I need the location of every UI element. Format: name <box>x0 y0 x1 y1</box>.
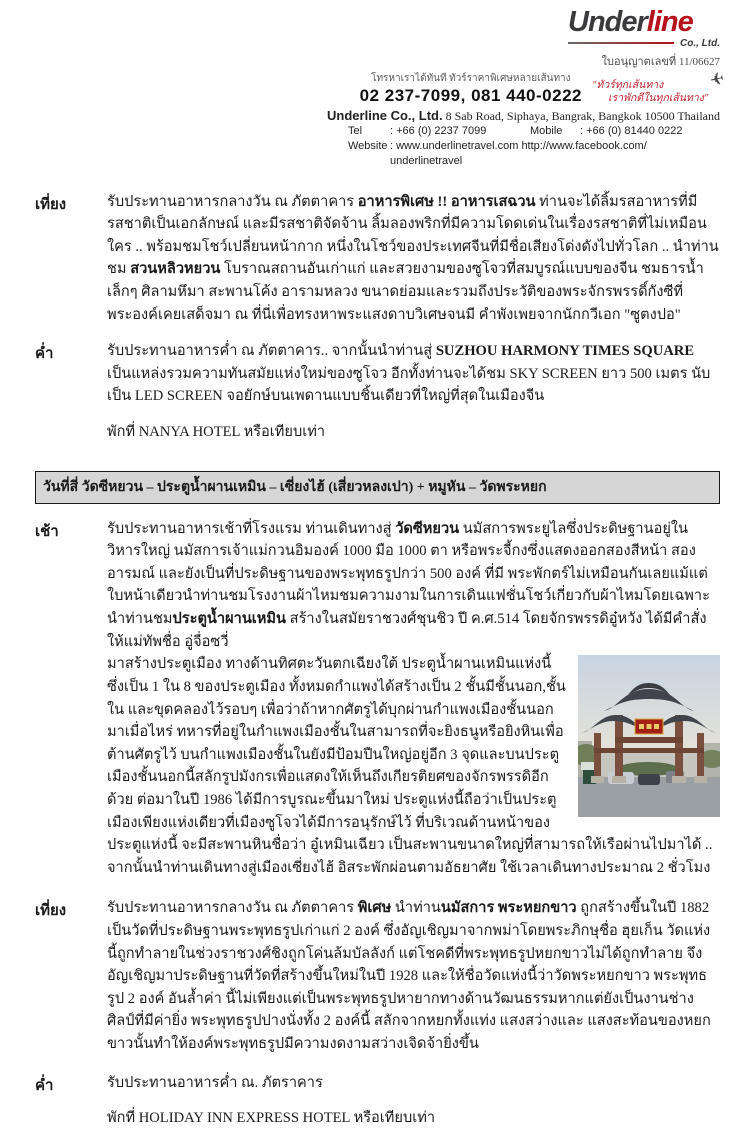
text-segment: เป็นแหล่งรวมความทันสมัยแห่งใหม่ของซูโจว อีกทั้งท่านจะได้ชม SKY SCREEN ยาว 500 เมตร นับเป็น LED SCREEN จอยักษ์บนเพดานแบบชิ้นเดียวที่ใหญ่ที่สุดในเมืองจีน <box>107 365 711 405</box>
letterhead <box>35 6 726 169</box>
text-segment: นมัสการพระยูไลซึ่งประดิษฐานอยู่ในวิหารใหญ่ นมัสการเจ้าแม่กวนอิมองค์ 1000 มือ 1000 ตา หรือพระจี้กงซึ่งแสดงออกสองสีหน้า สองอารมณ์ และยังเป็นที่ประดิษฐานของพระพุทธรูปกว่า 500 องค์ ที่มี พระพักตร์ไม่เหมือนกันเลยแม้แต่ใบหน้าเดียวนำท่านชมโรงงานผ้าไหมชมความงามในการเดินแฟชั่นโชว์เกี่ยวกับผ้าไหมโดยเฉพาะ นำท่านชม <box>107 520 710 628</box>
text-segment: รับประทานอาหารกลางวัน ณ ภัตตาคาร <box>107 193 358 210</box>
time-label: ค่ำ <box>35 346 54 363</box>
website-label: Website <box>348 139 388 152</box>
website-value: : www.underlinetravel.com http://www.facebook.com/ underlinetravel <box>390 139 647 167</box>
text-segment: สวนหลิวหยวน <box>130 261 221 278</box>
promo-row <box>359 68 726 106</box>
logo-rule-row <box>568 38 720 49</box>
row-text <box>107 191 720 327</box>
evening-text: รับประทานอาหารค่ำ ณ. ภัตราคาร <box>107 1074 323 1091</box>
itinerary-row-noon-1 <box>35 191 720 327</box>
logo-wordmark <box>568 8 720 37</box>
text-segment: โบราณสถานอันเก่าแก่ และสวยงามของซูโจวที่สมบูรณ์แบบของจีน ชมธารน้ำเล็กๆ ศิลามหึมา สะพานโค้ง อารามหลวง ขนาดย่อมและรวมถึงประวัติของพระจักรพรรดิ์กังซีที่พระองค์เคยเสด็จมา ณ ที่นี่เพื่อทรงหาพระแสงดาบวิเศษจนมี คำพังเพยจากนักกวีเอก "ซูตงปอ" <box>107 261 704 323</box>
mobile-value: : +66 (0) 81440 0222 <box>580 125 683 137</box>
address-line <box>327 108 720 124</box>
tel-label: Tel <box>348 125 363 137</box>
text-segment: รับประทานอาหารกลางวัน ณ ภัตตาคาร <box>107 900 358 917</box>
row-text <box>107 340 720 443</box>
temple-gate-photo <box>578 655 720 817</box>
call-us-line: โทรหาเราได้ทันที ทัวร์ราคาพิเศษหลายเส้นทาง <box>371 73 571 84</box>
time-label: เที่ยง <box>35 903 67 920</box>
company-logo <box>568 8 720 49</box>
text-segment: ท่านจะได้ลิ้มรสอาหารที่มีรสชาติเป็นเอกลักษณ์ และมีรสชาติจัดจ้าน ลิ้มลองพริกที่มีความโดดเด่นในเรื่องรสชาติที่ไม่เหมือนใคร .. พร้อมชมโชว์เปลี่ยนหน้ากาก หนึ่งในโชว์ของประเทศจีนที่มีชื่อเสียงโด่งดังไปทั่วโลก .. นำท่านชม <box>107 193 719 278</box>
text-segment: นมัสการ พระหยกขาว <box>440 900 577 917</box>
hotel-line: พักที่ HOLIDAY INN EXPRESS HOTEL หรือเทียบเท่า <box>107 1110 436 1127</box>
text-segment: วัดซีหยวน <box>395 520 460 537</box>
morning-text-part1 <box>107 518 720 654</box>
itinerary-row-morning <box>35 518 720 880</box>
text-segment: รับประทานอาหารเช้าที่โรงแรม ท่านเดินทางสู่ <box>107 520 396 537</box>
mobile-label: Mobile <box>530 125 563 137</box>
company-address: 8 Sab Road, Siphaya, Bangrak, Bangkok 10500 Thailand <box>445 109 720 123</box>
time-label: เที่ยง <box>35 196 67 213</box>
time-label: ค่ำ <box>35 1077 54 1094</box>
text-segment: สร้างในสมัยราชวงศ์ชุนชิว ปี ค.ศ.514 โดยจักรพรรดิอู๋หวัง ได้มีคำสั่งให้แม่ทัพชื่อ อู่จื่อซวี่ <box>107 611 707 650</box>
text-segment: นำท่าน <box>391 900 441 917</box>
logo-part-under: Under <box>568 6 647 38</box>
website-row <box>348 139 720 169</box>
itinerary-row-evening-1 <box>35 340 720 443</box>
row-text <box>107 518 720 880</box>
hotel-line: พักที่ NANYA HOTEL หรือเทียบเท่า <box>107 424 326 441</box>
row-text <box>107 1072 720 1130</box>
slogan-line-2: เราพักดีในทุกเส้นทาง" <box>608 93 709 105</box>
phone-numbers: 02 237-7099, 081 440-0222 <box>359 86 582 105</box>
text-segment: ประตูน้ำผานเหมิน <box>172 611 287 628</box>
logo-underline-rule <box>568 42 674 44</box>
time-label: เช้า <box>35 523 59 540</box>
text-segment: อาหารพิเศษ !! อาหารเสฉวน <box>357 193 536 210</box>
promo-left <box>360 71 582 106</box>
text-segment: SUZHOU HARMONY TIMES SQUARE <box>435 343 695 360</box>
text-segment: ถูกสร้างขึ้นในปี 1882 เป็นวัดที่ประดิษฐานพระพุทธรูปเก่าแก่ 2 องค์ ซึ่งอัญเชิญมาจากพม่าโดยพระภิกษุชื่อ ฮุยเก็น วัดแห่งนี้ถูกทำลายในช่วงราชวงศ์ชิงถูกโค่นล้มบัลลังก์ แต่โชคดีที่พระพุทธรูปหยกขาวไม่ได้ถูกทำลาย จึงอัญเชิญมาประดิษฐานที่วัดที่สร้างขึ้นใหม่ในปี 1928 และให้ชื่อวัดแห่งนี้ว่าวัดพระหยกขาว พระพุทธรูป 2 องค์ อันล้ำค่า นี้ไม่เพียงแต่เป็นพระพุทธรูปหายากทางด้านวัฒนธรรมหากแต่ยังเป็นงานช่างศิลป์ที่มีค่ายิ่ง พระพุทธรูปปางนั่งทั้ง 2 องค์นี้ สลักจากหยกทั้งแท่ง แสงสว่างและ แสงสะท้อนของหยกขาวนั้นทำให้องค์พระพุทธรูปมีความงดงามสว่างเจิดจ้ายิ่งขึ้น <box>107 900 711 1053</box>
text-segment: รับประทานอาหารค่ำ ณ ภัตตาคาร.. จากนั้นนำท่านสู่ <box>107 343 436 360</box>
itinerary-row-noon-2 <box>35 897 720 1055</box>
row-text <box>107 897 720 1055</box>
contact-block <box>348 124 720 169</box>
itinerary-row-evening-2 <box>35 1072 720 1130</box>
logo-subtitle: Co., Ltd. <box>680 38 720 49</box>
day-banner: วันที่สี่ วัดซีหยวน – ประตูน้ำผานเหมิน – เซี่ยงไฮ้ (เสี่ยวหลงเปา) + หมูหัน – วัดพระหยก <box>35 471 720 504</box>
airplane-icon: ✈ <box>707 68 726 91</box>
text-segment: พิเศษ <box>357 900 392 917</box>
text-segment: มาสร้างประตูเมือง ทางด้านทิศตะวันตกเฉียงใต้ ประตูน้ำผานเหมินแห่งนี้ ซึ่งเป็น 1 ใน 8 ของประตูเมือง ทั้งหมดกำแพงได้สร้างเป็น 2 ชั้นมีชั้นนอก,ชั้นใน และขุดคลองไว้รอบๆ เพื่อว่าถ้าหากศัตรูได้บุกผ่านกำแพงเมืองชั้นนอกมาเมื่อไหร่ ทหารที่อยู่ในกำแพงเมืองชั้นในสามารถที่จะยิงธนูหรือยิงหินเพื่อต้านศัตรูไว้ บนกำแพงเมืองชั้นในยังมีป้อมปืนใหญ่อยู่อีก 3 จุดและบนประตูเมืองชั้นนอกนี้สลักรูปมังกรเพื่อแสดงให้เห็นถึงเกียรติยศของจักรพรรดิอีกด้วย ต่อมาในปี 1986 ได้มีการบูรณะขึ้นมาใหม่ ประตูแห่งนี้ถือว่าเป็นประตูเมืองเพียงแห่งเดียวที่เมืองซูโจวได้มีการอนุรักษ์ไว้ ที่บริเวณด้านหน้าของประตูแห่งนี้ จะมีสะพานหินชื่อว่า อู๋เหมินเฉียว เป็นสะพานขนาดใหญ่ที่สามารถให้เรือผ่านไปมาได้ .. จากนั้นนำท่านเดินทางสู่เมืองเซี่ยงไฮ้ อิสระพักผ่อนตามอัธยาศัย ใช้เวลาเดินทางประมาณ 2 ชั่วโมง <box>107 656 713 876</box>
slogan-script <box>592 68 726 106</box>
slogan-line-1: "ทัวร์ทุกเส้นทาง <box>592 79 664 91</box>
tel-mobile-row <box>348 124 720 139</box>
tel-value: : +66 (0) 2237 7099 <box>390 125 487 137</box>
morning-text-part2-wrap <box>107 653 720 879</box>
evening-text <box>107 340 720 408</box>
logo-part-line: line <box>646 6 693 38</box>
company-name: Underline Co., Ltd. <box>327 108 443 123</box>
license-number: ใบอนุญาตเลขที่ 11/06627 <box>601 56 720 68</box>
